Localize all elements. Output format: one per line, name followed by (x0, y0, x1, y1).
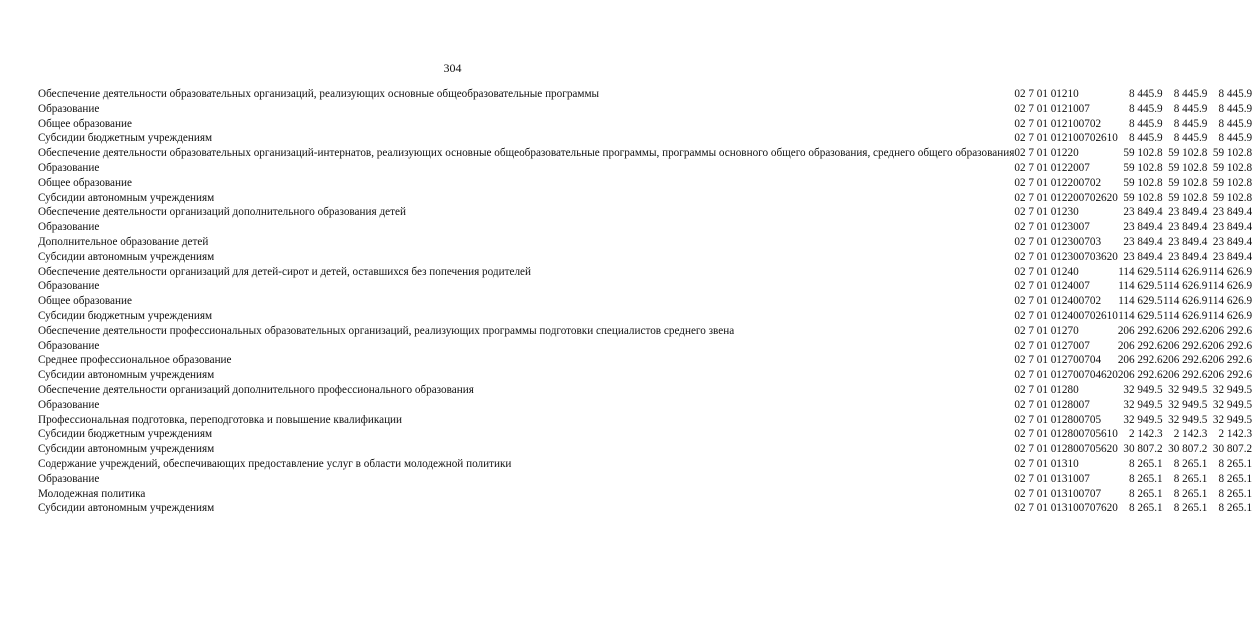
amount-year-3: 32 949.5 (1212, 413, 1252, 426)
subsection-code (1090, 218, 1101, 233)
amount-year-2: 8 265.1 (1173, 472, 1208, 485)
expense-type-code (1101, 292, 1118, 307)
amount-year-1: 114 629.5 (1118, 280, 1163, 293)
section-code: 07 (1078, 295, 1090, 308)
expense-type-code: 620 (1101, 502, 1118, 515)
amount-year-3: 23 849.4 (1212, 206, 1252, 219)
amount-year-3: 114 626.9 (1207, 309, 1252, 322)
subsection-code (1090, 159, 1101, 174)
section-code (1079, 263, 1090, 278)
amount-year-2: 8 445.9 (1173, 102, 1208, 115)
amount-year-2: 59 102.8 (1168, 191, 1208, 204)
target-article-code: 02 7 01 01280 (1014, 413, 1079, 426)
target-article-code: 02 7 01 01270 (1014, 324, 1079, 337)
amount-year-3: 8 445.9 (1218, 132, 1252, 145)
section-code: 07 (1078, 221, 1090, 234)
expense-type-code: 620 (1101, 369, 1118, 382)
target-article-code: 02 7 01 01270 (1014, 369, 1079, 382)
expense-type-code (1101, 218, 1118, 233)
subsection-code (1090, 381, 1101, 396)
subsection-code: 04 (1089, 354, 1102, 367)
amount-year-2: 23 849.4 (1168, 206, 1208, 219)
target-article-code: 02 7 01 01210 (1014, 117, 1079, 130)
amount-year-3: 8 265.1 (1218, 472, 1252, 485)
amount-year-3: 23 849.4 (1212, 221, 1252, 234)
section-code: 07 (1078, 472, 1090, 485)
amount-year-1: 206 292.6 (1117, 324, 1163, 337)
target-article-code: 02 7 01 01220 (1014, 147, 1079, 160)
amount-year-2: 114 626.9 (1162, 309, 1208, 322)
amount-year-1: 8 265.1 (1129, 457, 1163, 470)
amount-year-2: 114 626.9 (1162, 280, 1208, 293)
table-row (38, 189, 1252, 204)
amount-year-3: 32 949.5 (1212, 398, 1252, 411)
table-row (38, 159, 1252, 174)
expense-name: Профессиональная подготовка, переподготовка и повышение квалификации (38, 413, 403, 426)
amount-year-2: 114 626.9 (1162, 265, 1208, 278)
expense-name: Субсидии автономным учреждениям (38, 443, 215, 456)
amount-year-3: 59 102.8 (1212, 176, 1252, 189)
amount-year-2: 8 265.1 (1173, 487, 1208, 500)
target-article-code: 02 7 01 01270 (1014, 339, 1079, 352)
target-article-code: 02 7 01 01230 (1014, 221, 1079, 234)
section-code (1079, 85, 1090, 100)
expense-type-code (1101, 203, 1118, 218)
amount-year-3: 206 292.6 (1207, 369, 1252, 382)
expense-type-code (1101, 277, 1118, 292)
budget-table-body (38, 85, 1252, 514)
section-code (1079, 455, 1090, 470)
table-row (38, 85, 1252, 100)
amount-year-2: 206 292.6 (1162, 354, 1208, 367)
expense-type-code: 610 (1101, 132, 1118, 145)
subsection-code (1090, 203, 1101, 218)
amount-year-1: 8 445.9 (1129, 88, 1163, 100)
expense-type-code (1101, 174, 1118, 189)
target-article-code: 02 7 01 01270 (1014, 354, 1079, 367)
section-code: 07 (1078, 117, 1090, 130)
table-row (38, 307, 1252, 322)
expense-name: Обеспечение деятельности образовательных организаций, реализующих основные общеобразовательные программы (38, 88, 600, 100)
table-row (38, 203, 1252, 218)
expense-name: Обеспечение деятельности организаций дополнительного образования детей (38, 206, 406, 219)
amount-year-1: 30 807.2 (1123, 443, 1163, 456)
table-row (38, 292, 1252, 307)
amount-year-3: 8 265.1 (1218, 457, 1252, 470)
expense-type-code: 610 (1101, 309, 1118, 322)
amount-year-2: 8 445.9 (1173, 132, 1208, 145)
subsection-code: 07 (1089, 487, 1102, 500)
amount-year-2: 23 849.4 (1168, 250, 1208, 263)
amount-year-3: 114 626.9 (1207, 265, 1252, 278)
expense-name: Субсидии автономным учреждениям (38, 369, 215, 382)
section-code: 07 (1078, 339, 1090, 352)
amount-year-3: 59 102.8 (1212, 161, 1252, 174)
subsection-code: 02 (1089, 132, 1102, 145)
table-row (38, 485, 1252, 500)
subsection-code: 02 (1089, 117, 1102, 130)
section-code: 07 (1078, 235, 1090, 248)
subsection-code: 07 (1089, 502, 1102, 515)
expense-name: Субсидии автономным учреждениям (38, 502, 215, 515)
amount-year-1: 8 265.1 (1129, 502, 1163, 515)
amount-year-3: 23 849.4 (1212, 235, 1252, 248)
table-row (38, 381, 1252, 396)
amount-year-3: 32 949.5 (1212, 383, 1252, 396)
section-code: 07 (1078, 132, 1090, 145)
expense-name: Образование (38, 102, 100, 115)
amount-year-2: 114 626.9 (1162, 295, 1208, 308)
amount-year-2: 59 102.8 (1168, 176, 1208, 189)
amount-year-1: 206 292.6 (1117, 339, 1163, 352)
expense-name: Обеспечение деятельности профессиональных образовательных организаций, реализующих программы подготовки специалистов среднего звена (38, 324, 735, 337)
subsection-code (1090, 337, 1101, 352)
subsection-code (1090, 263, 1101, 278)
subsection-code (1090, 455, 1101, 470)
expense-name: Субсидии автономным учреждениям (38, 250, 215, 263)
table-row (38, 366, 1252, 381)
section-code: 07 (1078, 309, 1090, 322)
table-row (38, 248, 1252, 263)
amount-year-1: 8 265.1 (1129, 472, 1163, 485)
target-article-code: 02 7 01 01280 (1014, 428, 1079, 441)
amount-year-3: 59 102.8 (1212, 191, 1252, 204)
amount-year-3: 206 292.6 (1207, 339, 1252, 352)
expense-name: Субсидии бюджетным учреждениям (38, 309, 213, 322)
amount-year-3: 8 445.9 (1218, 102, 1252, 115)
expense-type-code (1101, 100, 1118, 115)
subsection-code (1090, 277, 1101, 292)
table-row (38, 337, 1252, 352)
expense-name: Дополнительное образование детей (38, 235, 209, 248)
amount-year-2: 32 949.5 (1168, 398, 1208, 411)
expense-name: Содержание учреждений, обеспечивающих предоставление услуг в области молодежной политики (38, 457, 512, 470)
amount-year-1: 8 445.9 (1129, 102, 1163, 115)
expense-type-code (1101, 233, 1118, 248)
amount-year-2: 23 849.4 (1168, 235, 1208, 248)
target-article-code: 02 7 01 01240 (1014, 265, 1079, 278)
page-number: 304 (443, 61, 462, 75)
amount-year-2: 206 292.6 (1162, 369, 1208, 382)
expense-name: Обеспечение деятельности организаций дополнительного профессионального образования (38, 383, 474, 396)
amount-year-2: 8 445.9 (1173, 88, 1208, 100)
amount-year-1: 23 849.4 (1123, 250, 1163, 263)
subsection-code: 03 (1089, 250, 1102, 263)
expense-type-code (1101, 322, 1118, 337)
amount-year-3: 8 445.9 (1218, 117, 1252, 130)
amount-year-1: 32 949.5 (1123, 398, 1163, 411)
amount-year-1: 8 445.9 (1129, 117, 1163, 130)
expense-name: Обеспечение деятельности организаций для детей-сирот и детей, оставшихся без попечения родителей (38, 265, 531, 278)
amount-year-1: 32 949.5 (1123, 413, 1163, 426)
table-row (38, 440, 1252, 455)
expense-type-code (1101, 337, 1118, 352)
table-row (38, 144, 1252, 159)
subsection-code: 04 (1089, 369, 1102, 382)
section-code: 07 (1078, 398, 1090, 411)
table-row (38, 218, 1252, 233)
table-row (38, 174, 1252, 189)
amount-year-1: 59 102.8 (1123, 191, 1163, 204)
expense-name: Образование (38, 161, 100, 174)
expense-type-code (1101, 351, 1118, 366)
expense-name: Образование (38, 339, 100, 352)
amount-year-2: 206 292.6 (1162, 324, 1208, 337)
section-code: 07 (1078, 443, 1090, 456)
table-row (38, 425, 1252, 440)
expense-type-code (1101, 455, 1118, 470)
expense-type-code: 620 (1101, 191, 1118, 204)
table-row (38, 322, 1252, 337)
expense-name: Образование (38, 472, 100, 485)
target-article-code: 02 7 01 01230 (1014, 235, 1079, 248)
amount-year-3: 30 807.2 (1212, 443, 1252, 456)
target-article-code: 02 7 01 01310 (1014, 472, 1079, 485)
expense-name: Субсидии автономным учреждениям (38, 191, 215, 204)
subsection-code: 05 (1089, 428, 1102, 441)
table-row (38, 129, 1252, 144)
expense-type-code (1101, 115, 1118, 130)
expense-type-code (1101, 263, 1118, 278)
expense-name: Молодежная политика (38, 487, 146, 500)
amount-year-3: 2 142.3 (1218, 428, 1252, 441)
subsection-code: 05 (1089, 443, 1102, 456)
target-article-code: 02 7 01 01240 (1014, 280, 1079, 293)
subsection-code (1090, 396, 1101, 411)
expense-name: Общее образование (38, 117, 132, 130)
target-article-code: 02 7 01 01210 (1014, 132, 1079, 145)
amount-year-1: 8 265.1 (1129, 487, 1163, 500)
expense-name: Субсидии бюджетным учреждениям (38, 132, 213, 145)
subsection-code: 02 (1089, 191, 1102, 204)
expense-type-code (1101, 85, 1118, 100)
table-row (38, 233, 1252, 248)
expense-name: Обеспечение деятельности образовательных организаций-интернатов, реализующих основные общеобразовательные программы, программы основного общего образования, среднего общего образования (38, 147, 1015, 160)
subsection-code (1090, 85, 1101, 100)
target-article-code: 02 7 01 01240 (1014, 295, 1079, 308)
amount-year-3: 206 292.6 (1207, 354, 1252, 367)
target-article-code: 02 7 01 01220 (1014, 161, 1079, 174)
expense-name: Среднее профессиональное образование (38, 354, 232, 367)
target-article-code: 02 7 01 01230 (1014, 206, 1079, 219)
section-code (1079, 203, 1090, 218)
subsection-code (1090, 322, 1101, 337)
table-row (38, 499, 1252, 514)
amount-year-2: 8 265.1 (1173, 457, 1208, 470)
table-row (38, 100, 1252, 115)
table-row (38, 455, 1252, 470)
expense-type-code (1101, 485, 1118, 500)
amount-year-1: 59 102.8 (1123, 161, 1163, 174)
expense-type-code: 620 (1101, 250, 1118, 263)
expense-name: Общее образование (38, 295, 132, 308)
amount-year-2: 8 445.9 (1173, 117, 1208, 130)
target-article-code: 02 7 01 01220 (1014, 191, 1079, 204)
subsection-code: 05 (1089, 413, 1102, 426)
subsection-code: 02 (1089, 309, 1102, 322)
table-row (38, 396, 1252, 411)
expense-type-code (1101, 159, 1118, 174)
expense-type-code: 620 (1101, 443, 1118, 456)
amount-year-1: 8 445.9 (1129, 132, 1163, 145)
amount-year-3: 206 292.6 (1207, 324, 1252, 337)
expense-type-code (1101, 381, 1118, 396)
target-article-code: 02 7 01 01280 (1014, 383, 1079, 396)
section-code: 07 (1078, 250, 1090, 263)
amount-year-3: 114 626.9 (1207, 280, 1252, 293)
amount-year-2: 59 102.8 (1168, 147, 1208, 160)
amount-year-1: 2 142.3 (1129, 428, 1163, 441)
expense-name: Образование (38, 398, 100, 411)
amount-year-1: 114 629.5 (1118, 295, 1163, 308)
amount-year-1: 206 292.6 (1117, 354, 1163, 367)
subsection-code: 03 (1089, 235, 1102, 248)
section-code: 07 (1078, 161, 1090, 174)
subsection-code: 02 (1089, 176, 1102, 189)
amount-year-2: 206 292.6 (1162, 339, 1208, 352)
expense-name: Образование (38, 221, 100, 234)
section-code: 07 (1078, 354, 1090, 367)
section-code: 07 (1078, 102, 1090, 115)
section-code: 07 (1078, 369, 1090, 382)
target-article-code: 02 7 01 01280 (1014, 398, 1079, 411)
target-article-code: 02 7 01 01310 (1014, 502, 1079, 515)
amount-year-1: 59 102.8 (1123, 176, 1163, 189)
amount-year-3: 23 849.4 (1212, 250, 1252, 263)
amount-year-1: 114 629.5 (1118, 309, 1163, 322)
target-article-code: 02 7 01 01310 (1014, 487, 1079, 500)
expense-type-code: 610 (1101, 428, 1118, 441)
subsection-code: 02 (1089, 295, 1102, 308)
expense-name: Образование (38, 280, 100, 293)
table-row (38, 263, 1252, 278)
target-article-code: 02 7 01 01310 (1014, 457, 1079, 470)
target-article-code: 02 7 01 01230 (1014, 250, 1079, 263)
amount-year-1: 206 292.6 (1117, 369, 1163, 382)
budget-table (38, 85, 1252, 514)
section-code: 07 (1078, 502, 1090, 515)
table-row (38, 277, 1252, 292)
expense-type-code (1101, 470, 1118, 485)
target-article-code: 02 7 01 01240 (1014, 309, 1079, 322)
amount-year-3: 8 265.1 (1218, 502, 1252, 515)
section-code (1079, 322, 1090, 337)
table-row (38, 351, 1252, 366)
amount-year-3: 114 626.9 (1207, 295, 1252, 308)
section-code (1079, 381, 1090, 396)
amount-year-2: 30 807.2 (1168, 443, 1208, 456)
section-code: 07 (1078, 487, 1090, 500)
target-article-code: 02 7 01 01210 (1014, 88, 1079, 100)
expense-name: Субсидии бюджетным учреждениям (38, 428, 213, 441)
amount-year-3: 8 265.1 (1218, 487, 1252, 500)
subsection-code (1090, 100, 1101, 115)
table-row (38, 411, 1252, 426)
expense-type-code (1101, 144, 1118, 159)
amount-year-1: 32 949.5 (1123, 383, 1163, 396)
target-article-code: 02 7 01 01210 (1014, 102, 1079, 115)
expense-type-code (1101, 411, 1118, 426)
section-code (1079, 144, 1090, 159)
target-article-code: 02 7 01 01280 (1014, 443, 1079, 456)
amount-year-2: 32 949.5 (1168, 413, 1208, 426)
amount-year-1: 23 849.4 (1123, 206, 1163, 219)
section-code: 07 (1078, 428, 1090, 441)
subsection-code (1090, 470, 1101, 485)
table-row (38, 115, 1252, 130)
expense-type-code (1101, 396, 1118, 411)
section-code: 07 (1078, 280, 1090, 293)
expense-name: Общее образование (38, 176, 132, 189)
amount-year-3: 8 445.9 (1218, 88, 1252, 100)
amount-year-1: 114 629.5 (1118, 265, 1163, 278)
section-code: 07 (1078, 176, 1090, 189)
amount-year-2: 23 849.4 (1168, 221, 1208, 234)
amount-year-2: 32 949.5 (1168, 383, 1208, 396)
amount-year-1: 59 102.8 (1123, 147, 1163, 160)
amount-year-1: 23 849.4 (1123, 235, 1163, 248)
amount-year-3: 59 102.8 (1212, 147, 1252, 160)
section-code: 07 (1078, 191, 1090, 204)
table-row (38, 470, 1252, 485)
amount-year-2: 59 102.8 (1168, 161, 1208, 174)
section-code: 07 (1078, 413, 1090, 426)
amount-year-2: 2 142.3 (1173, 428, 1208, 441)
subsection-code (1090, 144, 1101, 159)
target-article-code: 02 7 01 01220 (1014, 176, 1079, 189)
amount-year-2: 8 265.1 (1173, 502, 1208, 515)
amount-year-1: 23 849.4 (1123, 221, 1163, 234)
